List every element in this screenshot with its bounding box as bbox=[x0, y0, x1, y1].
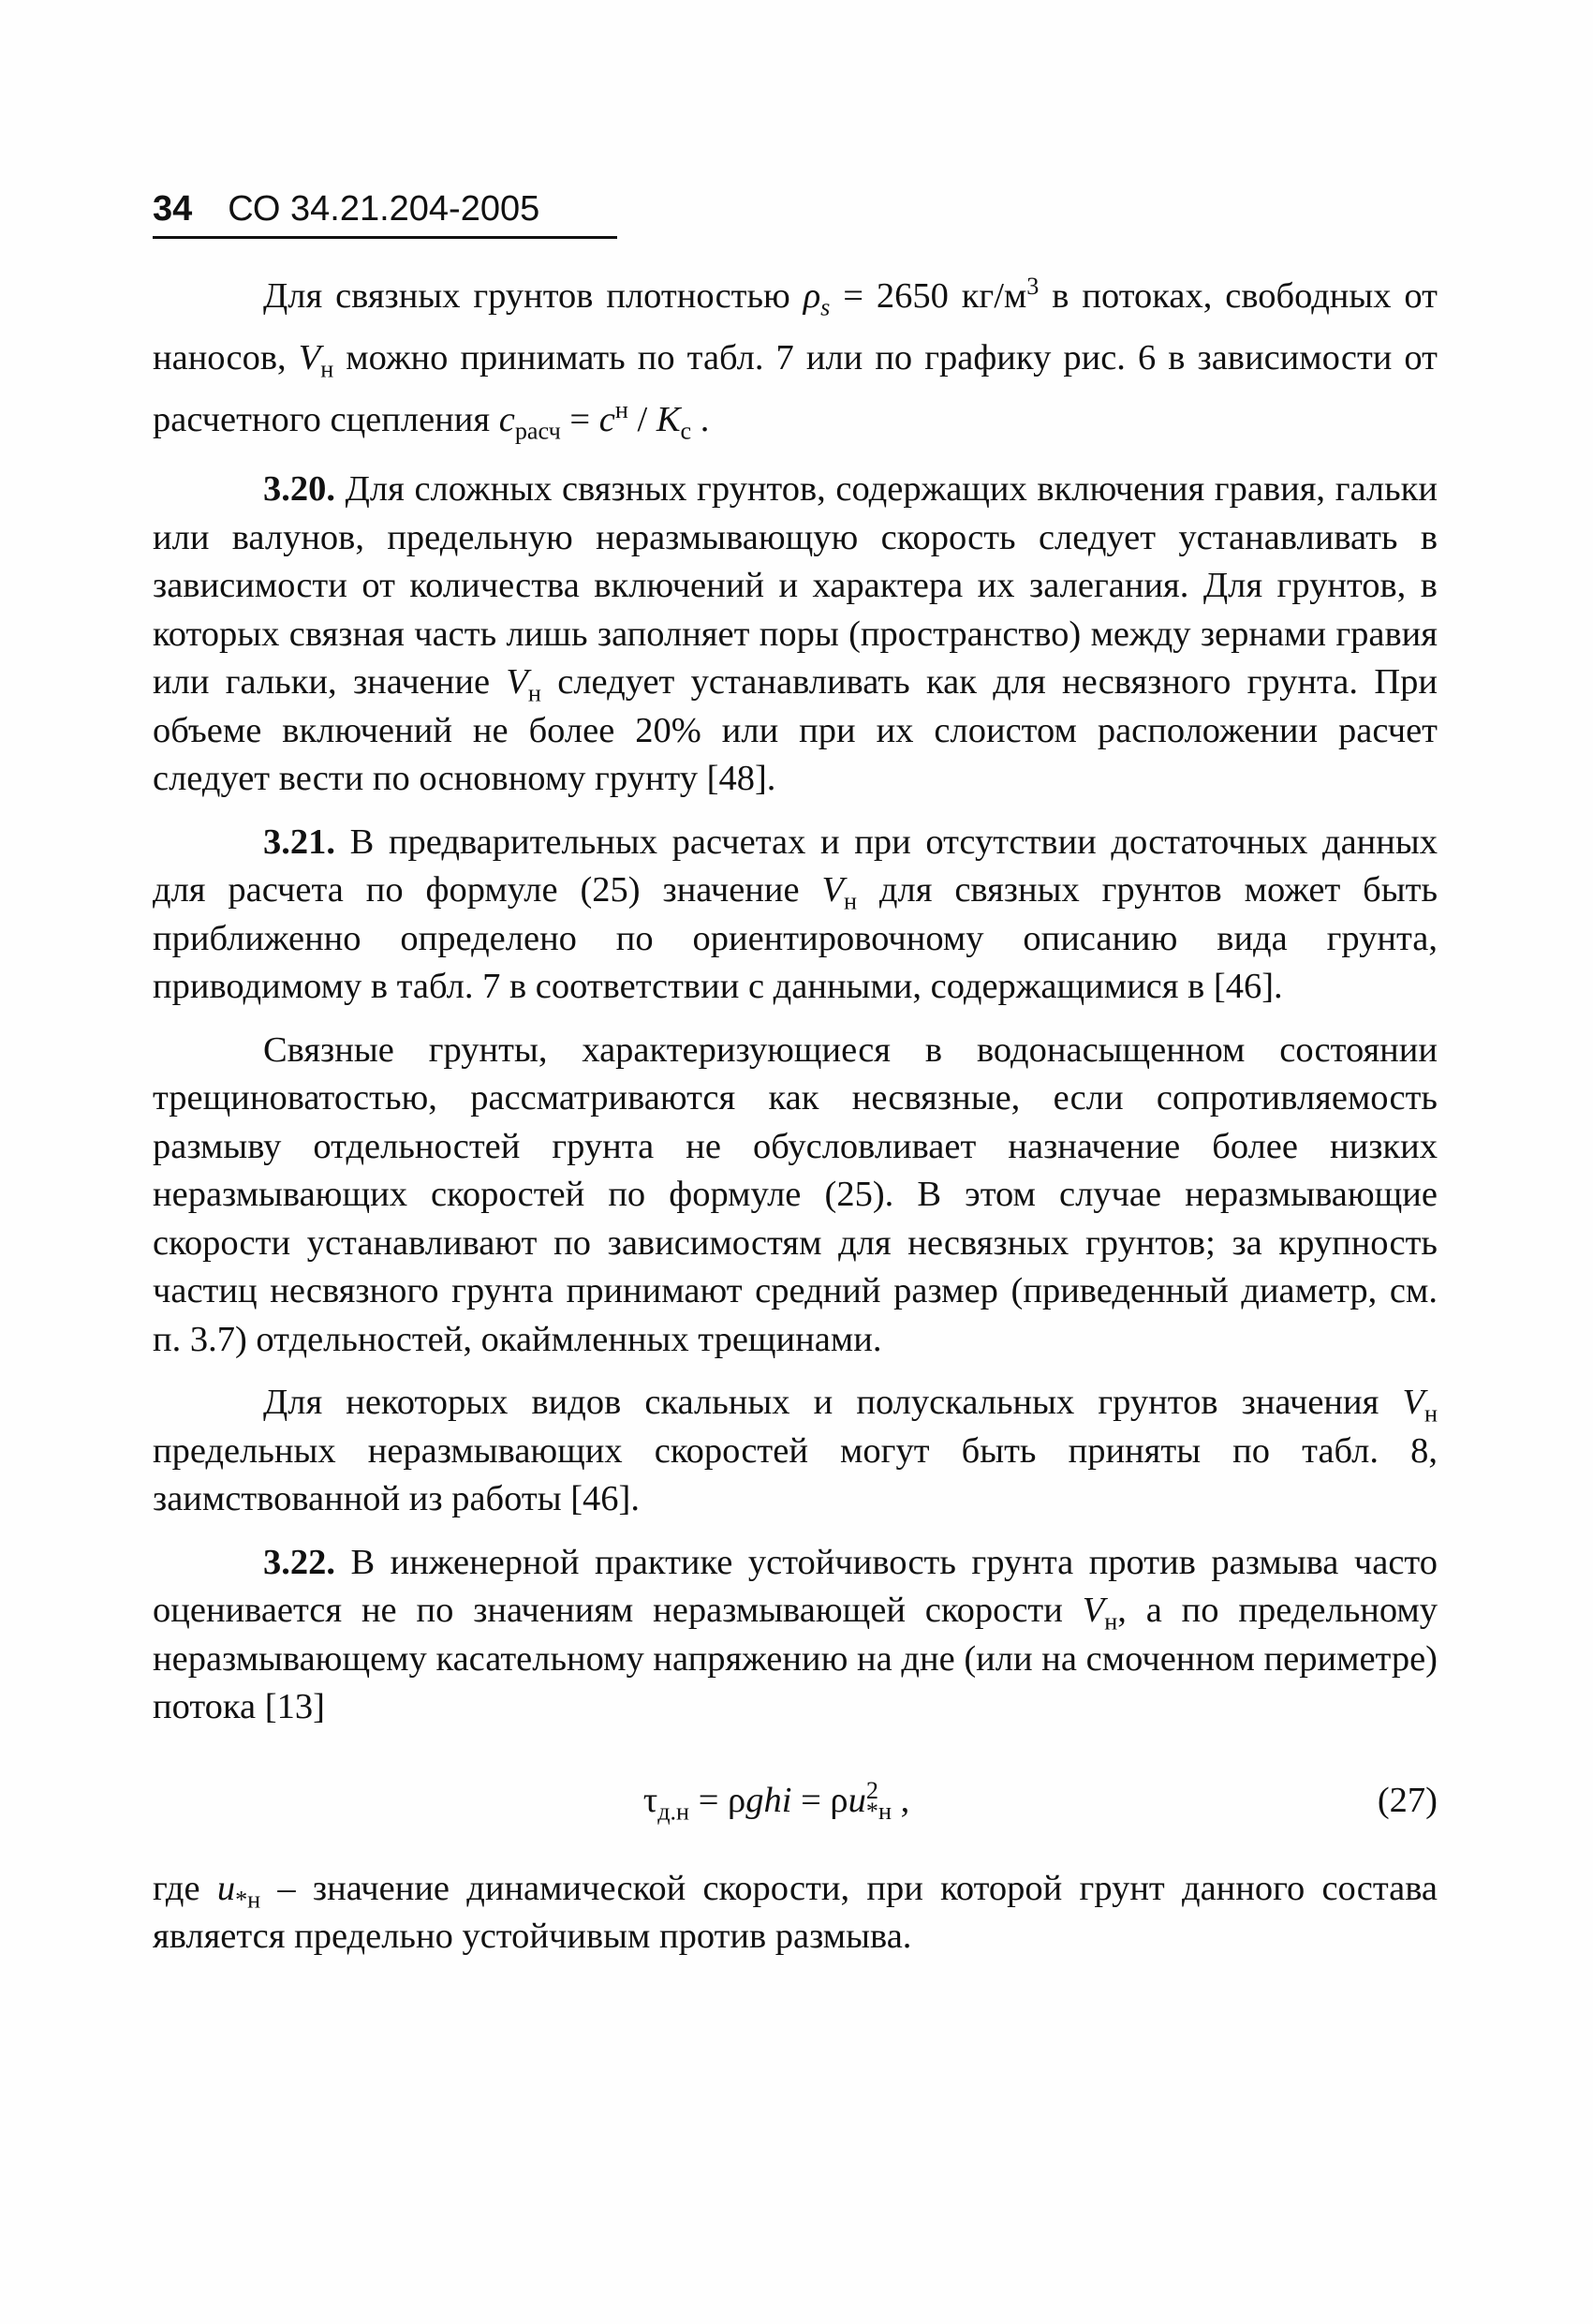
paragraph-fractured-soils: Связные грунты, характеризующиеся в водонасыщенном состоянии трещиноватостью, рассматриваются как несвязные, если сопротивляемость размыву отдельностей грунта не обусловливает назначение более низких неразмывающих скоростей по формуле (25). В этом случае неразмывающие скорости устанавливают по зависимостям для несвязных грунтов; за крупность частиц несвязного грунта принимают средний размер (приведенный диаметр, см. п. 3.7) отдельностей, окаймленных трещинами. bbox=[153, 1029, 1438, 1359]
header-rule bbox=[153, 236, 617, 239]
paragraph-3-20: 3.20. Для сложных связных грунтов, содержащих включения гравия, гальки или валунов, предельную неразмывающую скорость следует устанавливать в зависимости от количества включений и характера их залегания. Для грунтов, в которых связная часть лишь заполняет поры (пространство) между зернами гравия или гальки, значение $V_н$ следует устанавливать как для несвязного грунта. При объеме включений не более 20% или при их слоистом расположении расчет следует вести по основному грунту [48]. bbox=[153, 469, 1438, 798]
paragraph-3-22: 3.22. В инженерной практике устойчивость грунта против размыва часто оценивается не по значениям неразмывающей скорости $V_н$, а по предельному неразмывающему касательному напряжению на дне (или на смоченном периметре) потока [13] bbox=[153, 1542, 1438, 1726]
formula-27 bbox=[153, 1756, 1438, 1841]
equation-number: (27) bbox=[1377, 1780, 1438, 1820]
section-number: 3.22. bbox=[263, 1542, 335, 1582]
formula-expression: $\tau_{д.н} = \rho ghi = \rho u^2_{*н}$ , bbox=[642, 1776, 910, 1826]
paragraph-3-21: 3.21. В предварительных расчетах и при отсутствии достаточных данных для расчета по формуле (25) значение $V_н$ для связных грунтов может быть приближенно определено по ориентировочному описанию вида грунта, приводимому в табл. 7 в соответствии с данными, содержащимися в [46]. bbox=[153, 822, 1438, 1006]
body-text bbox=[153, 265, 1438, 1961]
document-code: СО 34.21.204-2005 bbox=[228, 189, 540, 229]
page-header bbox=[153, 191, 539, 227]
paragraph-rock-soils: Для некоторых видов скальных и полускальных грунтов значения $V_н$ предельных неразмывающих скоростей могут быть приняты по табл. 8, заимствованной из работы [46]. bbox=[153, 1383, 1438, 1518]
paragraph-cohesive-density: Для связных грунтов плотностью $\rho_s = 2650$ $кг/м^3$ в потоках, свободных от наносов, $V_н$ можно принимать по табл. 7 или по графику рис. 6 в зависимости от расчетного сцепления $c_{расч} = c^н / K_с$ . bbox=[153, 273, 1438, 445]
section-number: 3.20. bbox=[263, 469, 335, 509]
page-number: 34 bbox=[153, 189, 193, 229]
paragraph-where: где $u_{*н}$ – значение динамической скорости, при которой грунт данного состава является предельно устойчивым против размыва. bbox=[153, 1868, 1438, 1956]
section-number: 3.21. bbox=[263, 822, 335, 862]
